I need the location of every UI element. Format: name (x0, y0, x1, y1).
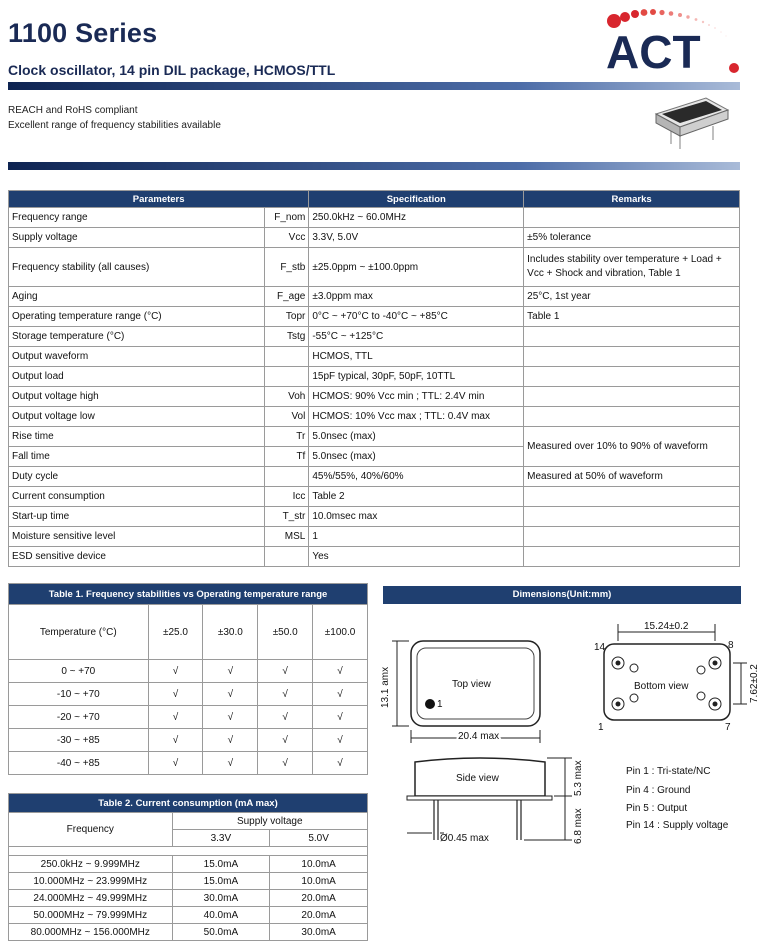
table1-title: Table 1. Frequency stabilities vs Operating temperature range (9, 584, 368, 605)
stability-col: ±30.0 (203, 605, 258, 660)
symbol-cell (265, 547, 309, 567)
table-row (9, 847, 368, 856)
symbol-cell: Vcc (265, 228, 309, 248)
check-cell: √ (258, 752, 313, 775)
remark-cell (524, 347, 740, 367)
param-cell: Moisture sensitive level (9, 527, 265, 547)
pin-description: Pin 14 : Supply voltage (626, 820, 729, 831)
current-cell: 50.0mA (172, 924, 270, 941)
supply-label: Supply voltage (172, 813, 367, 830)
param-cell: Duty cycle (9, 467, 265, 487)
freq-cell: 50.000MHz ~ 79.999MHz (9, 907, 173, 924)
remark-cell: Table 1 (524, 307, 740, 327)
table-row (9, 407, 740, 427)
table-row (9, 248, 740, 287)
check-cell: √ (148, 752, 203, 775)
temp-range: -20 ~ +70 (9, 706, 149, 729)
table-row (9, 467, 740, 487)
temp-range: -10 ~ +70 (9, 683, 149, 706)
pin-spacing-label: 15.24±0.2 (644, 621, 689, 632)
table-row (9, 487, 740, 507)
remark-cell (524, 327, 740, 347)
pin-description: Pin 1 : Tri-state/NC (626, 766, 711, 777)
current-cell: 20.0mA (270, 890, 368, 907)
param-cell: Frequency range (9, 208, 265, 228)
remark-cell (524, 387, 740, 407)
section-divider (8, 162, 740, 170)
spec-cell: ±25.0ppm ~ ±100.0ppm (309, 248, 524, 287)
spec-cell: ±3.0ppm max (309, 287, 524, 307)
table-row (9, 752, 368, 775)
symbol-cell: T_str (265, 507, 309, 527)
param-cell: Aging (9, 287, 265, 307)
temp-range: -40 ~ +85 (9, 752, 149, 775)
side-view-drawing (407, 758, 584, 844)
check-cell: √ (258, 729, 313, 752)
table-row (9, 660, 368, 683)
remark-cell (524, 547, 740, 567)
header-divider (8, 82, 740, 90)
remark-cell: 25°C, 1st year (524, 287, 740, 307)
check-cell: √ (148, 660, 203, 683)
param-cell: Output voltage low (9, 407, 265, 427)
spec-header-remarks: Remarks (524, 191, 740, 208)
symbol-cell: Tf (265, 447, 309, 467)
param-cell: Start-up time (9, 507, 265, 527)
spec-cell: HCMOS, TTL (309, 347, 524, 367)
voltage-col: 3.3V (172, 830, 270, 847)
spec-cell: 3.3V, 5.0V (309, 228, 524, 248)
current-cell: 10.0mA (270, 873, 368, 890)
table-row (9, 890, 368, 907)
temp-range: -30 ~ +85 (9, 729, 149, 752)
freq-cell: 10.000MHz ~ 23.999MHz (9, 873, 173, 890)
table-row (9, 387, 740, 407)
feature-reach: REACH and RoHS compliant (8, 105, 138, 116)
table-row (9, 924, 368, 941)
param-cell: Rise time (9, 427, 265, 447)
check-cell: √ (313, 752, 368, 775)
bottom-view-drawing (594, 621, 760, 733)
symbol-cell: F_stb (265, 248, 309, 287)
current-cell: 30.0mA (172, 890, 270, 907)
page-title: 1100 Series (8, 18, 158, 48)
current-cell: 20.0mA (270, 907, 368, 924)
remark-cell (524, 507, 740, 527)
symbol-cell: Topr (265, 307, 309, 327)
table-row (9, 907, 368, 924)
frequency-label: Frequency (9, 813, 173, 847)
symbol-cell: Icc (265, 487, 309, 507)
spec-cell: 5.0nsec (max) (309, 427, 524, 447)
current-cell: 15.0mA (172, 873, 270, 890)
check-cell: √ (203, 729, 258, 752)
freq-cell: 80.000MHz ~ 156.000MHz (9, 924, 173, 941)
current-cell: 10.0mA (270, 856, 368, 873)
check-cell: √ (203, 683, 258, 706)
param-cell: Output waveform (9, 347, 265, 367)
table-row (9, 327, 740, 347)
table-row (9, 208, 740, 228)
check-cell: √ (313, 660, 368, 683)
symbol-cell: F_age (265, 287, 309, 307)
spec-cell: Table 2 (309, 487, 524, 507)
table-row (9, 307, 740, 327)
spec-cell: HCMOS: 10% Vcc max ; TTL: 0.4V max (309, 407, 524, 427)
row-spacing-label: 7.62±0.2 (749, 664, 760, 703)
page-subtitle: Clock oscillator, 14 pin DIL package, HCMOS/TTL (8, 62, 336, 78)
param-cell: Supply voltage (9, 228, 265, 248)
stability-col: ±50.0 (258, 605, 313, 660)
table2-title: Table 2. Current consumption (mA max) (9, 794, 368, 813)
stability-col: ±25.0 (148, 605, 203, 660)
table-row (9, 347, 740, 367)
table-row (9, 547, 740, 567)
symbol-cell: MSL (265, 527, 309, 547)
param-cell: ESD sensitive device (9, 547, 265, 567)
act-logo (596, 4, 746, 80)
table-row (9, 856, 368, 873)
spec-header-specification: Specification (309, 191, 524, 208)
pin-8-label: 8 (728, 640, 734, 651)
check-cell: √ (203, 752, 258, 775)
remark-cell: Measured over 10% to 90% of waveform (524, 427, 740, 467)
top-view-label: Top view (452, 679, 491, 690)
spec-cell: 0°C ~ +70°C to -40°C ~ +85°C (309, 307, 524, 327)
spec-cell: 10.0msec max (309, 507, 524, 527)
symbol-cell: Tstg (265, 327, 309, 347)
pin-7-label: 7 (725, 722, 731, 733)
symbol-cell: Vol (265, 407, 309, 427)
param-cell: Current consumption (9, 487, 265, 507)
pin-1-label: 1 (598, 722, 604, 733)
param-cell: Output load (9, 367, 265, 387)
spec-table (8, 190, 740, 567)
check-cell: √ (203, 706, 258, 729)
stability-col: ±100.0 (313, 605, 368, 660)
spec-cell: 1 (309, 527, 524, 547)
spec-cell: 250.0kHz ~ 60.0MHz (309, 208, 524, 228)
remark-cell: Includes stability over temperature + Load + Vcc + Shock and vibration, Table 1 (524, 248, 740, 287)
symbol-cell: F_nom (265, 208, 309, 228)
spec-cell: 15pF typical, 30pF, 50pF, 10TTL (309, 367, 524, 387)
remark-cell (524, 407, 740, 427)
check-cell: √ (313, 729, 368, 752)
pin-diameter-label: Ø0.45 max (440, 833, 489, 844)
check-cell: √ (258, 683, 313, 706)
remark-cell: ±5% tolerance (524, 228, 740, 248)
voltage-col: 5.0V (270, 830, 368, 847)
table-row (9, 507, 740, 527)
pin1-dot-icon (425, 699, 435, 709)
table-row (9, 683, 368, 706)
table-row (9, 287, 740, 307)
side-view-label: Side view (456, 773, 499, 784)
spec-header-parameters: Parameters (9, 191, 309, 208)
symbol-cell: Voh (265, 387, 309, 407)
pin-14-label: 14 (594, 642, 606, 653)
spec-cell: HCMOS: 90% Vcc min ; TTL: 2.4V min (309, 387, 524, 407)
remark-cell: Measured at 50% of waveform (524, 467, 740, 487)
temperature-label: Temperature (°C) (9, 605, 149, 660)
spacer-row (9, 847, 368, 856)
remark-cell (524, 208, 740, 228)
spec-cell: -55°C ~ +125°C (309, 327, 524, 347)
total-height-label: 6.8 max (573, 808, 584, 844)
height-dim-label: 13.1 amx (380, 666, 391, 708)
table-row (9, 873, 368, 890)
freq-cell: 250.0kHz ~ 9.999MHz (9, 856, 173, 873)
symbol-cell: Tr (265, 427, 309, 447)
spec-cell: Yes (309, 547, 524, 567)
check-cell: √ (148, 683, 203, 706)
remark-cell (524, 487, 740, 507)
dimensions-header: Dimensions(Unit:mm) (383, 586, 741, 604)
table-row (9, 729, 368, 752)
check-cell: √ (258, 706, 313, 729)
table-row (9, 228, 740, 248)
pin-description: Pin 4 : Ground (626, 785, 691, 796)
param-cell: Frequency stability (all causes) (9, 248, 265, 287)
check-cell: √ (203, 660, 258, 683)
top-view-drawing (380, 641, 540, 743)
param-cell: Operating temperature range (°C) (9, 307, 265, 327)
logo-text: ACT (606, 26, 701, 78)
check-cell: √ (258, 660, 313, 683)
check-cell: √ (313, 706, 368, 729)
bottom-view-label: Bottom view (634, 681, 689, 692)
check-cell: √ (148, 729, 203, 752)
remark-cell (524, 527, 740, 547)
freq-cell: 24.000MHz ~ 49.999MHz (9, 890, 173, 907)
param-cell: Output voltage high (9, 387, 265, 407)
current-cell: 15.0mA (172, 856, 270, 873)
table-row (9, 427, 740, 447)
body-height-label: 5.3 max (573, 760, 584, 796)
width-dim-label: 20.4 max (458, 731, 500, 742)
feature-stability: Excellent range of frequency stabilities available (8, 120, 221, 131)
param-cell: Fall time (9, 447, 265, 467)
table-row (9, 706, 368, 729)
current-table (8, 793, 368, 941)
table-row (9, 527, 740, 547)
spec-cell: 45%/55%, 40%/60% (309, 467, 524, 487)
current-cell: 40.0mA (172, 907, 270, 924)
remark-cell (524, 367, 740, 387)
check-cell: √ (148, 706, 203, 729)
pin1-mark: 1 (437, 699, 443, 710)
stability-table (8, 583, 368, 775)
temp-range: 0 ~ +70 (9, 660, 149, 683)
pin-description: Pin 5 : Output (626, 803, 688, 814)
oscillator-photo (650, 94, 732, 154)
spec-cell: 5.0nsec (max) (309, 447, 524, 467)
symbol-cell (265, 347, 309, 367)
current-cell: 30.0mA (270, 924, 368, 941)
check-cell: √ (313, 683, 368, 706)
symbol-cell (265, 367, 309, 387)
param-cell: Storage temperature (°C) (9, 327, 265, 347)
symbol-cell (265, 467, 309, 487)
table-row (9, 367, 740, 387)
